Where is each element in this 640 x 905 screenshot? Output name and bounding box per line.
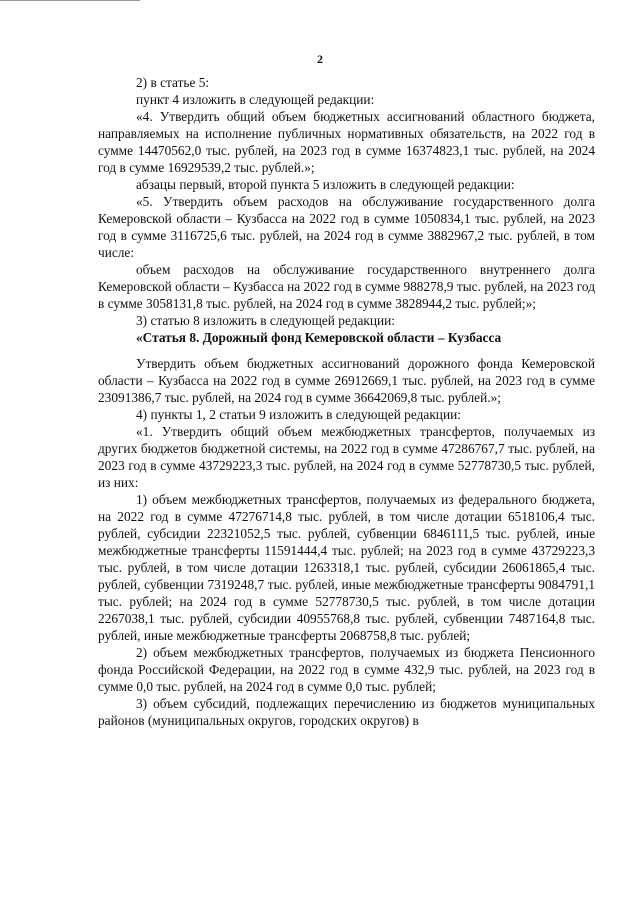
document-body xyxy=(98,74,595,729)
paragraph: «1. Утвердить общий объем межбюджетных трансфертов, получаемых из других бюджетов бюджетной системы, на 2022 год в сумме 47286767,7 тыс. рублей, на 2023 год в сумме 43729223,3 тыс. рублей, на 2024 год в сумме 52778730,5 тыс. рублей, из них: xyxy=(98,424,595,490)
paragraph: 2) в статье 5: xyxy=(136,75,210,90)
paragraph: Утвердить объем бюджетных ассигнований дорожного фонда Кемеровской области – Кузбасса на 2022 год в сумме 26912669,1 тыс. рублей, на 2023 год в сумме 23091386,7 тыс. рублей, на 2024 год в сумме 36642069,8 тыс. рублей.»; xyxy=(98,356,595,405)
paragraph: «4. Утвердить общий объем бюджетных ассигнований областного бюджета, направляемых на исполнение публичных нормативных обязательств, на 2022 год в сумме 14470562,0 тыс. рублей, на 2023 год в сумме 16374823,1 тыс. рублей, на 2024 год в сумме 16929539,2 тыс. рублей.»; xyxy=(98,109,595,175)
paragraph: 2) объем межбюджетных трансфертов, получаемых из бюджета Пенсионного фонда Российской Федерации, на 2022 год в сумме 432,9 тыс. рублей, на 2023 год в сумме 0,0 тыс. рублей, на 2024 год в сумме 0,0 тыс. рублей; xyxy=(98,645,595,694)
page-number: 2 xyxy=(317,52,323,66)
paragraph: 4) пункты 1, 2 статьи 9 изложить в следующей редакции: xyxy=(136,407,461,422)
paragraph: объем расходов на обслуживание государственного внутреннего долга Кемеровской области – Кузбасса на 2022 год в сумме 988278,9 тыс. рублей, на 2023 год в сумме 3058131,8 тыс. рублей, на 2024 год в сумме 3828944,2 тыс. рублей;»; xyxy=(98,262,595,311)
paragraph: 3) статью 8 изложить в следующей редакции: xyxy=(136,313,396,328)
article-heading: «Статья 8. Дорожный фонд Кемеровской области – Кузбасса xyxy=(136,330,502,345)
paragraph: 3) объем субсидий, подлежащих перечислению из бюджетов муниципальных районов (муниципальных округов, городских округов) в xyxy=(98,696,595,728)
top-rule xyxy=(0,0,140,1)
paragraph: «5. Утвердить объем расходов на обслуживание государственного долга Кемеровской области – Кузбасса на 2022 год в сумме 1050834,1 тыс. рублей, на 2023 год в сумме 3116725,6 тыс. рублей, на 2024 год в сумме 3882967,2 тыс. рублей, в том числе: xyxy=(98,194,595,260)
paragraph: пункт 4 изложить в следующей редакции: xyxy=(136,92,375,107)
paragraph: абзацы первый, второй пункта 5 изложить в следующей редакции: xyxy=(136,177,515,192)
paragraph: 1) объем межбюджетных трансфертов, получаемых из федерального бюджета, на 2022 год в сумме 47276714,8 тыс. рублей, в том числе дотации 6518106,4 тыс. рублей, субсидии 22321052,5 тыс. рублей, субвенции 6846111,5 тыс. рублей, иные межбюджетные трансферты 11591444,4 тыс. рублей; на 2023 год в сумме 43729223,3 тыс. рублей, в том числе дотации 1263318,1 тыс. рублей, субсидии 26061865,4 тыс. рублей, субвенции 7319248,7 тыс. рублей, иные межбюджетные трансферты 9084791,1 тыс. рублей; на 2024 год в сумме 52778730,5 тыс. рублей, в том числе дотации 2267038,1 тыс. рублей, субсидии 40955768,8 тыс. рублей, субвенции 7487164,8 тыс. рублей, иные межбюджетные трансферты 2068758,8 тыс. рублей; xyxy=(98,492,595,643)
